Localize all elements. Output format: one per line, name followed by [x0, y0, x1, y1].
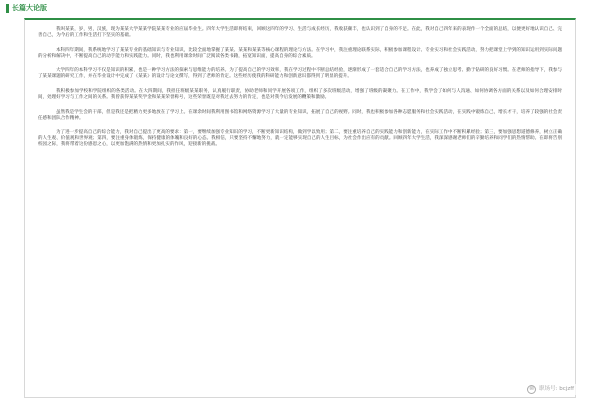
article-card — [24, 18, 576, 398]
watermark — [525, 384, 576, 395]
wechat-icon: ✉ — [527, 385, 536, 394]
paragraph: 虽然我是学生会的干部，但是我还是把精力更多地放在了学习上。在课余时间我利用图书馆和网络资源学习了大量的专业知识，拓展了自己的视野。同时，我也积极参加各种志愿服务和社会实践活动，在实践中锻炼自己，增长才干，培养了较强的社会责任感和团队合作精神。 — [38, 109, 562, 121]
paragraph: 为了进一步提高自己的综合能力，我对自己提出了更高的要求：第一，要继续加强专业知识的学习，不断更新知识结构，做到学以致用；第二，要注重培养自己的实践能力和创新能力，在实际工作中不断积累经验；第三，要加强思想道德修养，树立正确的人生观、价值观和世界观；第四，要注重身体锻炼，保持健康的体魄和良好的心态。我相信，只要坚持不懈地努力，就一定能够实现自己的人生目标，为社会作出应有的贡献。回顾四年大学生活，我深深感谢老师们的辛勤培养和同学们的热情帮助。在即将告别校园之际，我将带着这份感恩之心，以更加饱满的热情和更加扎实的作风，迎接新的挑战。 — [38, 130, 562, 148]
paragraph: 我叫某某，岁，男，汉族，现为某某大学某某学院某某专业的应届毕业生。四年大学生活即将结束，回顾这四年的学习、生活与成长经历，我收获颇丰，也认识到了自身的不足。在此，我对自己四年来的表现作一个全面的总结，以便更好地认识自己、完善自己，为今后的工作和生活打下坚实的基础。 — [38, 27, 562, 38]
paragraph: 大学四年的本科学习不仅是知识的积累，也是一种学习方法的探索与思维能力的培养。为了提高自己的学习效率，我在学习过程中不断总结经验，逐渐形成了一套适合自己的学习方法，也养成了独立思考、勤于钻研的良好习惯。在老师的指导下，我参与了某某课题的研究工作，并在毕业设计中完成了《某某》的设计与论文撰写，得到了老师的肯定。这些经历使我的科研能力和创新意识都得到了明显的提升。 — [38, 68, 562, 80]
section-title: 长篇大论版 — [12, 3, 47, 12]
header-accent-bar — [6, 4, 9, 13]
section-header — [6, 1, 47, 15]
paragraph: 本科四年期间，我系统地学习了某某专业的基础知识与专业知识，比较全面地掌握了某某、某某和某某等核心课程的理论与方法。在学习中，我注重理论联系实际，积极参加课程设计、专业实习和社会实践活动，努力把课堂上学到的知识运用到实际问题的分析和解决中，不断提高自己的动手能力和实践能力。同时，我也利用课余时间广泛阅读各类书籍，拓宽知识面，提高自身的综合素质。 — [38, 47, 562, 59]
watermark-text: 职场号: bcjzff — [539, 385, 574, 392]
paragraph: 我积极参加学校和学院组织的各类活动。在大四期间，我担任班级某某职务，认真履行职责，协助老师和同学开展各项工作，组织了多次班级活动，增强了班级的凝聚力。在工作中，我学会了如何与人沟通、如何协调各方面的关系以及如何合理安排时间，处理好学习与工作之间的关系。我曾获得某某奖学金和某某荣誉称号，这些荣誉既是对我过去努力的肯定，也是对我今后发展的鞭策和激励。 — [38, 89, 562, 100]
